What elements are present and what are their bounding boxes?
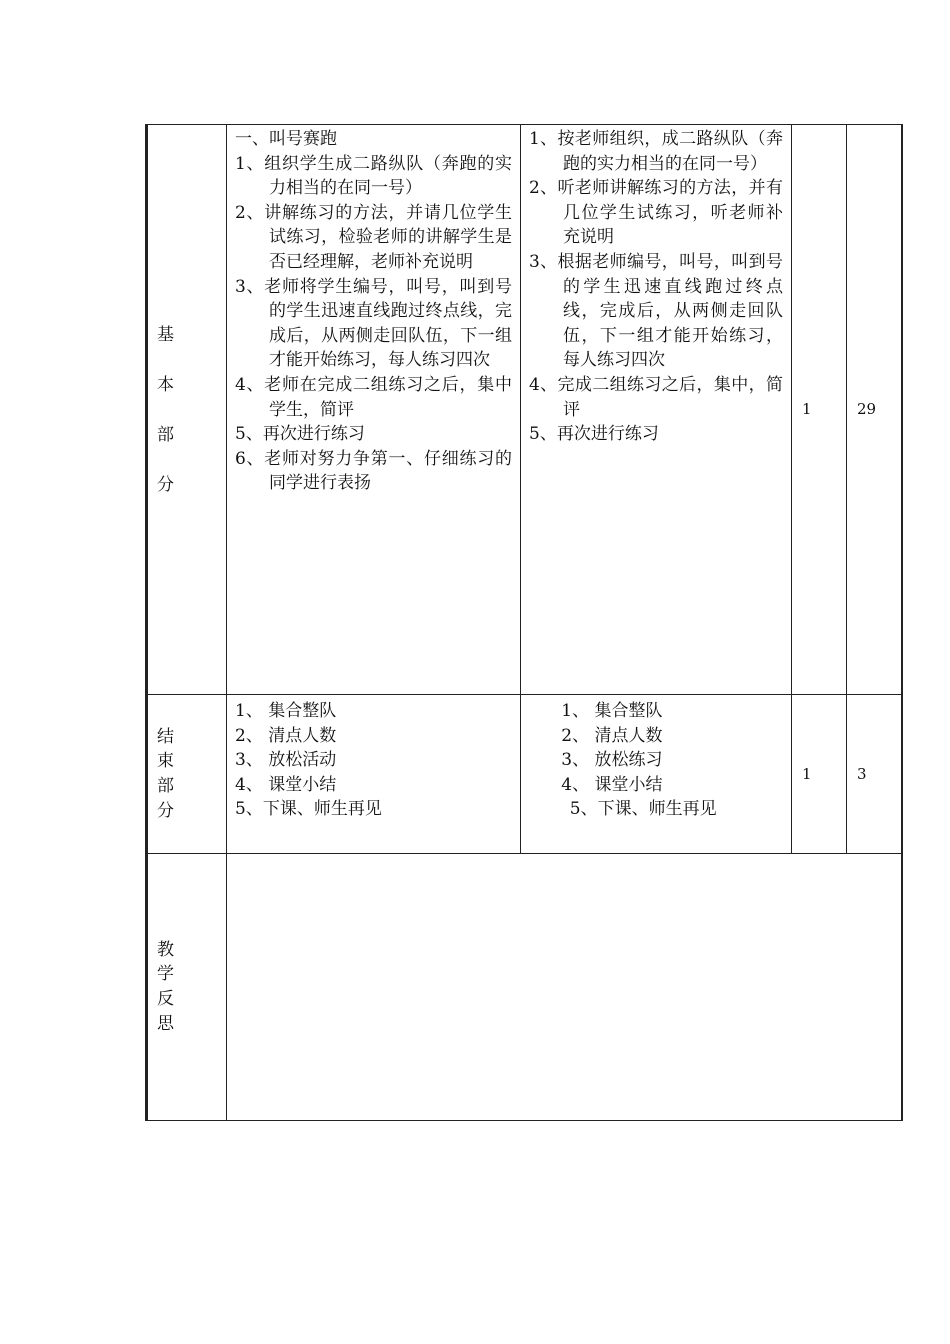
label-char: 分 (157, 474, 174, 495)
end-student-activities (521, 695, 792, 854)
label-char: 结 (157, 726, 174, 747)
teacher-item: 2、讲解练习的方法，并请几位学生试练习，检验老师的讲解学生是否已经理解，老师补充说明 (235, 202, 512, 272)
reflection-label (147, 854, 227, 1121)
label-char: 学 (157, 964, 174, 985)
student-item: 5、下课、师生再见 (569, 799, 717, 820)
label-char: 思 (157, 1013, 174, 1034)
teacher-item: 5、再次进行练习 (235, 424, 365, 445)
reflection-content (227, 854, 902, 1121)
basic-student-activities (521, 125, 792, 695)
student-item: 1、 集合整队 (561, 701, 663, 721)
end-count: 1 (792, 695, 847, 854)
end-teacher-activities (227, 695, 521, 854)
reflection-row (147, 854, 902, 1121)
activity-title: 一、叫号赛跑 (235, 129, 337, 149)
teacher-item: 2、 清点人数 (235, 725, 337, 746)
teacher-item: 6、老师对努力争第一、仔细练习的同学进行表扬 (235, 448, 512, 494)
student-item: 3、 放松练习 (561, 750, 663, 771)
label-char: 部 (157, 776, 174, 796)
basic-section-label (147, 125, 227, 695)
basic-minutes: 29 (847, 125, 902, 695)
student-item: 5、再次进行练习 (529, 424, 659, 445)
end-section-label (147, 695, 227, 854)
student-item: 2、 清点人数 (561, 725, 663, 746)
lesson-plan-table (145, 124, 903, 1121)
end-minutes: 3 (847, 695, 902, 854)
label-char: 部 (157, 424, 174, 445)
teacher-item: 1、 集合整队 (235, 701, 337, 721)
label-char: 束 (157, 751, 174, 772)
label-char: 教 (157, 939, 174, 960)
basic-teacher-activities (227, 125, 521, 695)
label-char: 分 (157, 800, 174, 821)
label-char: 基 (157, 324, 174, 345)
teacher-item: 4、 课堂小结 (235, 774, 337, 795)
teacher-item: 4、老师在完成二组练习之后，集中学生，简评 (235, 374, 512, 420)
teacher-item: 5、下课、师生再见 (235, 799, 382, 820)
teacher-item: 3、 放松活动 (235, 750, 337, 771)
end-section-row (147, 695, 902, 854)
teacher-item: 1、组织学生成二路纵队（奔跑的实力相当的在同一号） (235, 153, 512, 199)
student-item: 4、完成二组练习之后，集中，简评 (529, 374, 783, 420)
label-char: 反 (157, 989, 174, 1009)
basic-count: 1 (792, 125, 847, 695)
student-item: 3、根据老师编号，叫号，叫到号的学生迅速直线跑过终点线，完成后，从两侧走回队伍，下一组才能开始练习，每人练习四次 (529, 251, 783, 371)
student-item: 2、听老师讲解练习的方法，并有几位学生试练习，听老师补充说明 (529, 178, 783, 248)
basic-section-row (147, 125, 902, 695)
label-char: 本 (157, 374, 174, 395)
teacher-item: 3、老师将学生编号，叫号，叫到号的学生迅速直线跑过终点线，完成后，从两侧走回队伍，下一组才能开始练习，每人练习四次 (235, 276, 512, 371)
student-item: 4、 课堂小结 (561, 774, 663, 795)
student-item: 1、按老师组织，成二路纵队（奔跑的实力相当的在同一号） (529, 129, 783, 174)
